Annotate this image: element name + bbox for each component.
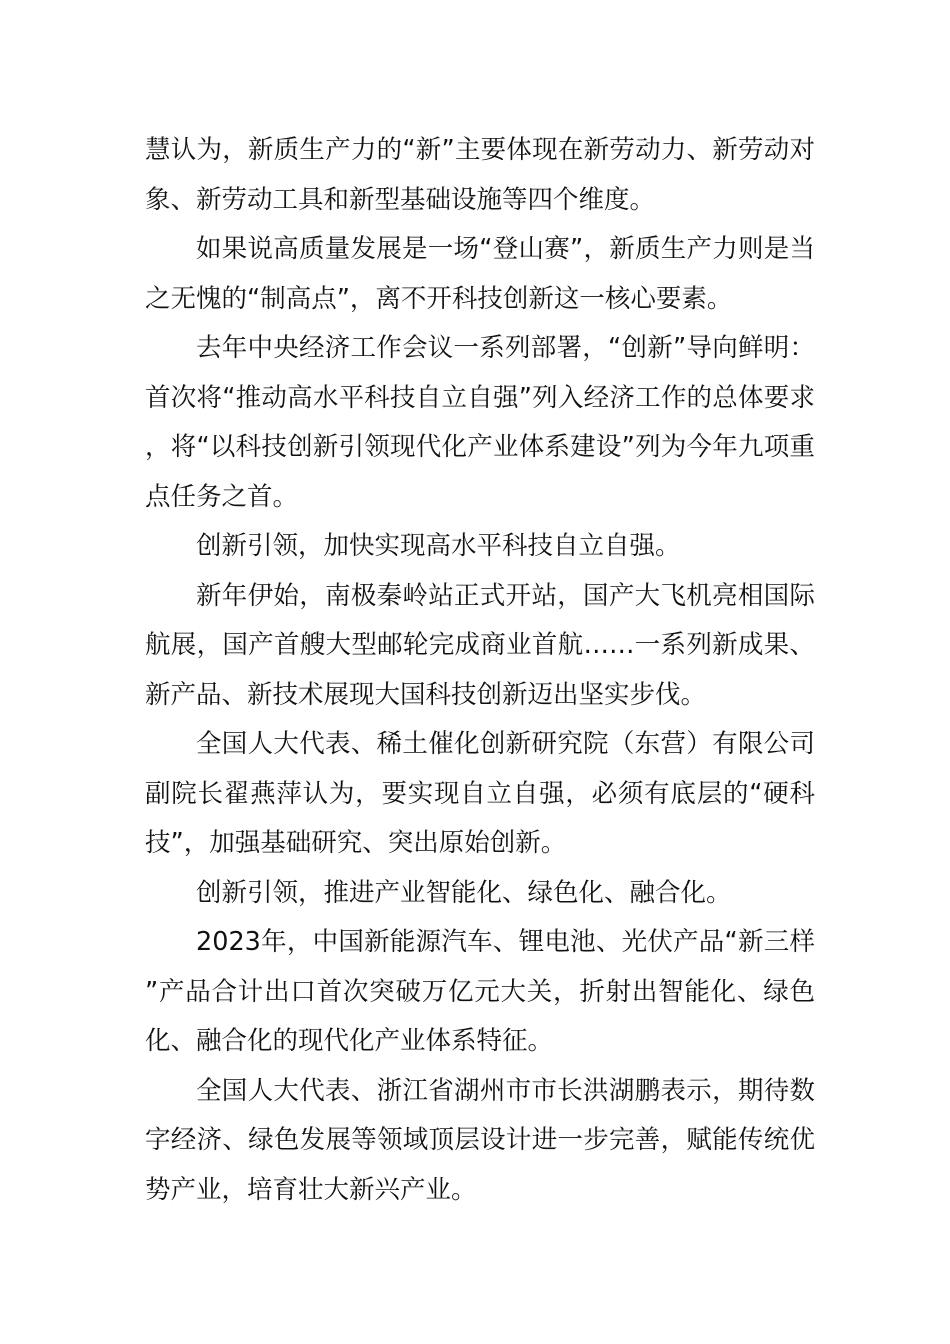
paragraph-6: 全国人大代表、稀土催化创新研究院（东营）有限公司副院长翟燕萍认为，要实现自立自强，必须有底层的“硬科技”，加强基础研究、突出原始创新。: [145, 729, 815, 858]
paragraph-5: 新年伊始，南极秦岭站正式开站，国产大飞机亮相国际航展，国产首艘大型邮轮完成商业首航……一系列新成果、新产品、新技术展现大国科技创新迈出坚实步伐。: [145, 580, 815, 710]
paragraph-7: 创新引领，推进产业智能化、绿色化、融合化。: [196, 877, 732, 908]
paragraph-9: 全国人大代表、浙江省湖州市市长洪湖鹏表示，期待数字经济、绿色发展等领域顶层设计进一步完善，赋能传统优势产业，培育壮大新兴产业。: [145, 1075, 815, 1205]
paragraph-3: 去年中央经济工作会议一系列部署，“创新”导向鲜明：首次将“推动高水平科技自立自强”列入经济工作的总体要求，将“以科技创新引领现代化产业体系建设”列为今年九项重点任务之首。: [145, 333, 815, 512]
paragraph-2: 如果说高质量发展是一场“登山赛”，新质生产力则是当之无愧的“制高点”，离不开科技创新这一核心要素。: [145, 234, 815, 314]
paragraph-4: 创新引领，加快实现高水平科技自立自强。: [196, 531, 681, 561]
document-body: [145, 126, 815, 1215]
paragraph-8: 2023年，中国新能源汽车、锂电池、光伏产品“新三样”产品合计出口首次突破万亿元大关，折射出智能化、绿色化、融合化的现代化产业体系特征。: [145, 927, 815, 1056]
paragraph-1: 慧认为，新质生产力的“新”主要体现在新劳动力、新劳动对象、新劳动工具和新型基础设施等四个维度。: [145, 135, 815, 215]
